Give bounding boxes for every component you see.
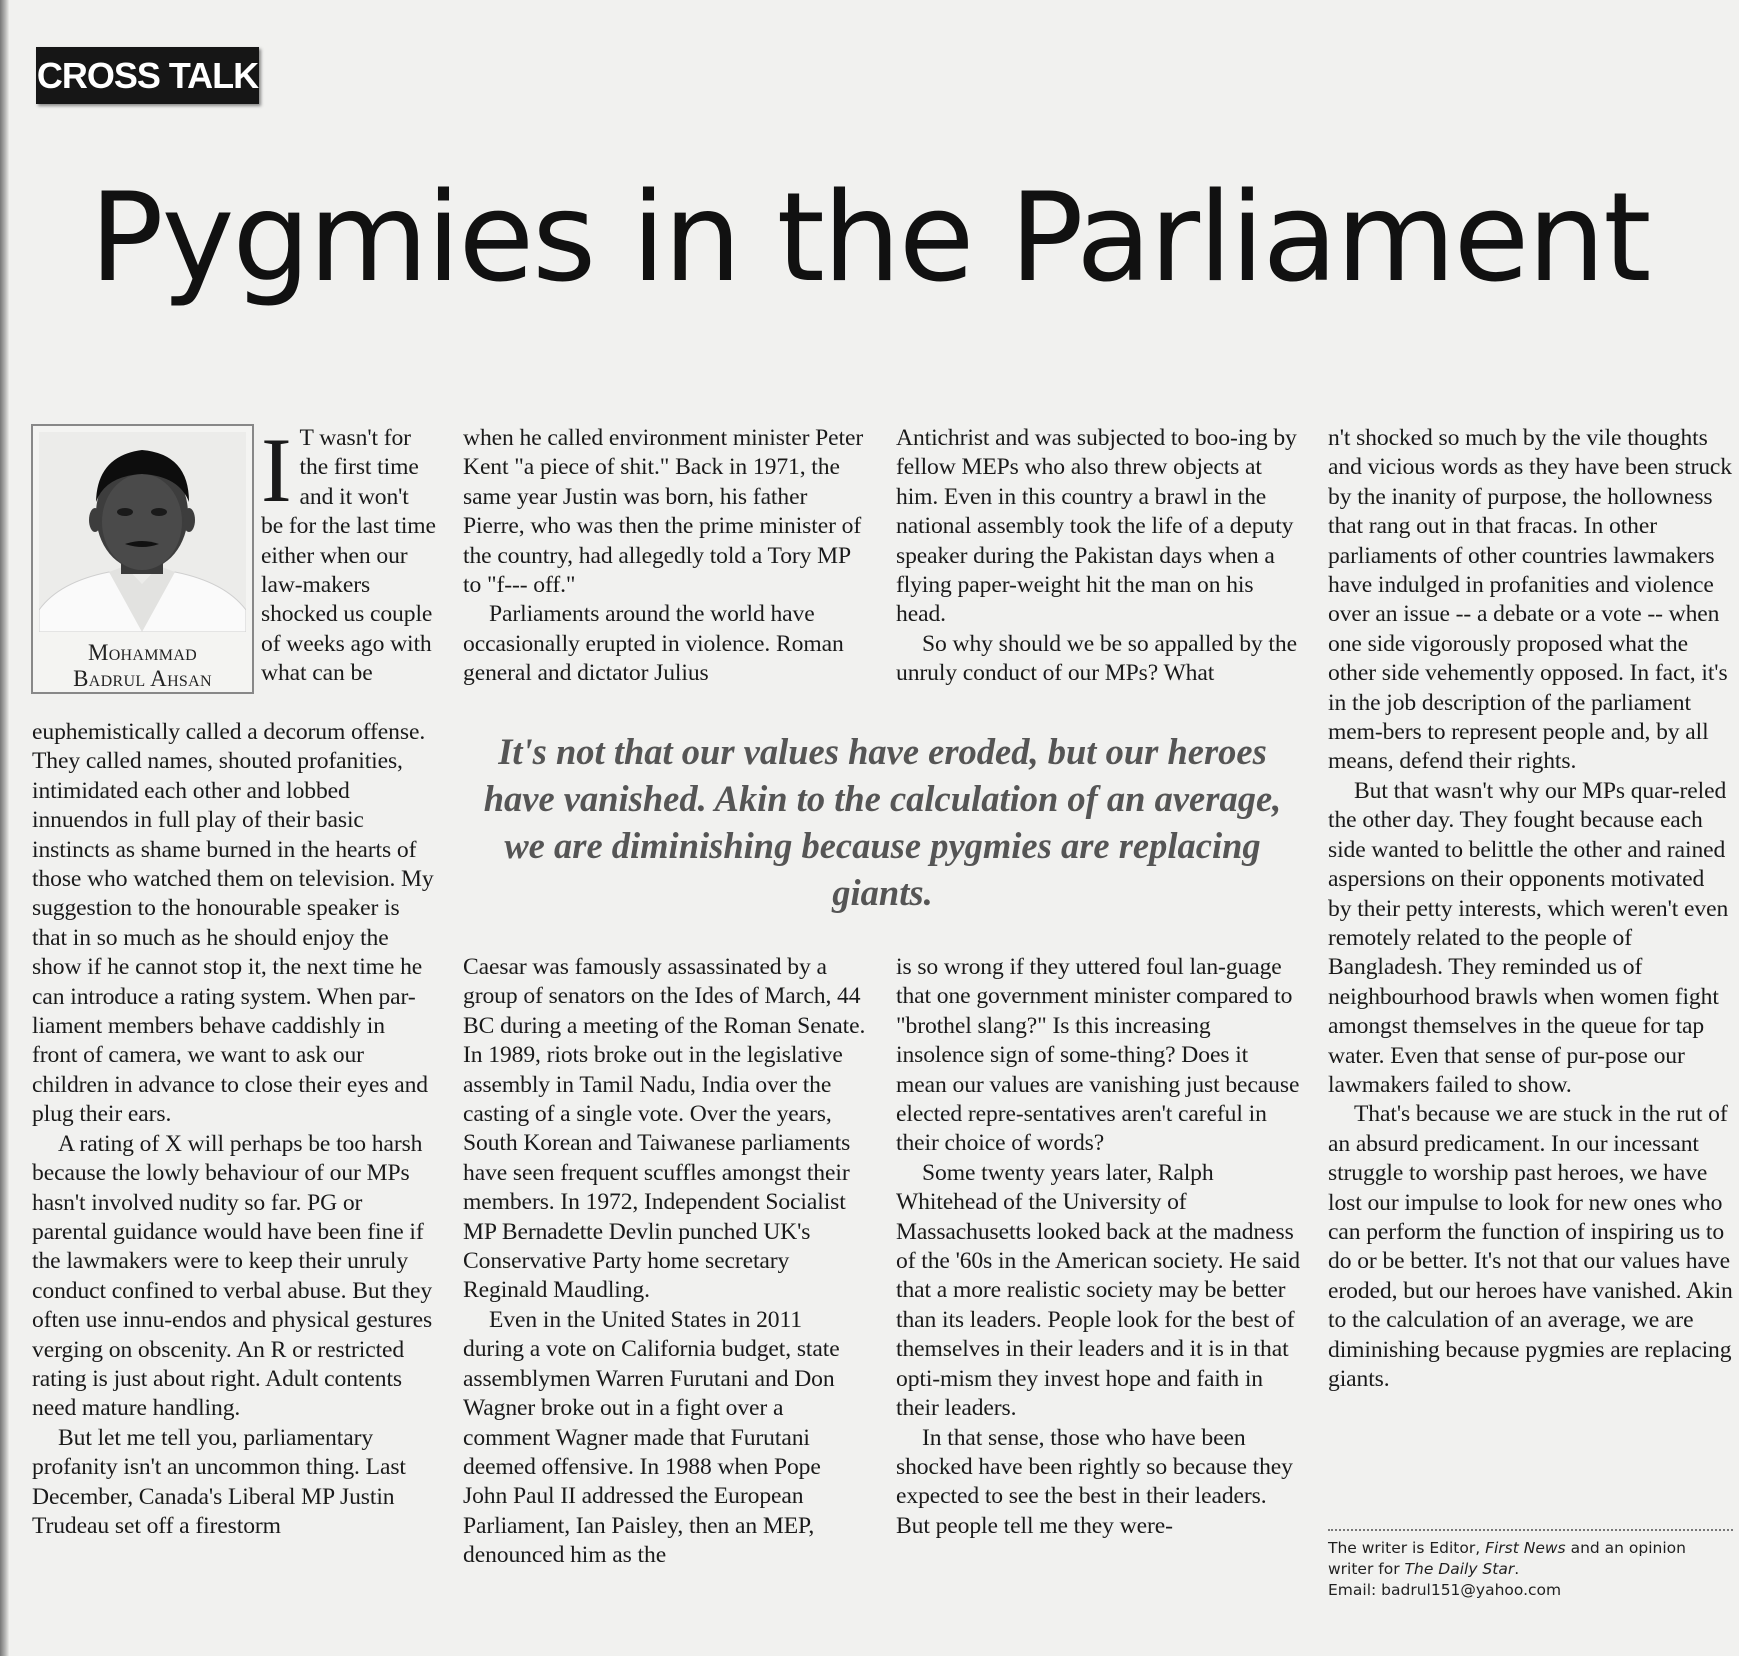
paragraph: So why should we be so appalled by the unruly conduct of our MPs? What xyxy=(896,630,1297,687)
author-footer xyxy=(1328,1538,1733,1601)
author-first-name: Mohammad xyxy=(87,640,198,665)
paragraph: In that sense, those who have been shocked have been rightly so because they expected to see the best in their leaders. But people tell me they were- xyxy=(896,1424,1293,1539)
paragraph: That's because we are stuck in the rut of an absurd predicament. In our incessant struggle to worship past heroes, we have lost our impulse to look for new ones who can perform the function of inspiring us to do or be better. It's not that our values have eroded, but our heroes have vanished. Akin to the calculation of an average, we are diminishing because pygmies are replacing giants. xyxy=(1328,1101,1733,1392)
author-portrait-image xyxy=(39,432,246,632)
drop-cap: I xyxy=(261,419,292,521)
paragraph: But that wasn't why our MPs quar-reled the other day. They fought because each side wanted to belittle the other and rained aspersions on their opponents motivated by their petty interests, which weren't even remotely related to the people of Bangladesh. They reminded us of neighbourhood brawls when women fight amongst themselves in the queue for tap water. Even that sense of pur-pose our lawmakers failed to show. xyxy=(1328,777,1729,1098)
paragraph: when he called environment minister Peter Kent "a piece of shit." Back in 1971, the same year Justin was born, his father Pierre, who was then the prime minister of the country, had allegedly told a Tory MP to "f--- off." xyxy=(463,425,864,599)
column-2-top xyxy=(463,424,868,689)
author-last-name: Badrul Ahsan xyxy=(73,666,212,691)
footer-line-1 xyxy=(1328,1538,1733,1559)
paragraph: T wasn't for the first time and it won't be for the last time either when our law-makers shocked us couple of weeks ago with what can be xyxy=(261,425,436,687)
footer-text: and an opinion xyxy=(1570,1539,1686,1557)
paragraph: Antichrist and was subjected to boo-ing by fellow MEPs who also threw objects at him. Even in this country a brawl in the national assembly took the life of a deputy speaker during the Pakistan days when a flying paper-weight hit the man on his head. xyxy=(896,425,1297,628)
paragraph: Even in the United States in 2011 during a vote on California budget, state assemblymen Warren Furutani and Don Wagner broke out in a fight over a comment Wagner made that Furutani deemed offensive. In 1988 when Pope John Paul II addressed the European Parliament, Ian Paisley, then an MEP, denounced him as the xyxy=(463,1306,840,1569)
author-photo-box xyxy=(31,424,254,694)
column-1-top xyxy=(261,419,436,689)
paragraph: euphemistically called a decorum offense. They called names, shouted profanities, intimidated each other and lobbed innuendos in full play of their basic instincts as shame burned in the hearts of those who watched them on television. My suggestion to the honourable speaker is that in so much as he should enjoy the show if he cannot stop it, the next time he can introduce a rating system. When par-liament members behave caddishly in front of camera, we want to ask our children in advance to close their eyes and plug their ears. xyxy=(32,719,434,1128)
paragraph: is so wrong if they uttered foul lan-guage that one government minister compared to "brothel slang?" Is this increasing insolence sign of some-thing? Does it mean our values are vanishing just because elected repre-sentatives aren't careful in their choice of words? xyxy=(896,954,1300,1157)
column-3-bottom xyxy=(896,953,1301,1541)
paragraph: Caesar was famously assassinated by a group of senators on the Ides of March, 44 BC during a meeting of the Roman Senate. In 1989, riots broke out in the legislative assembly in Tamil Nadu, India over the casting of a single vote. Over the years, South Korean and Taiwanese parliaments have seen frequent scuffles amongst their members. In 1972, Independent Socialist MP Bernadette Devlin punched UK's Conservative Party home secretary Reginald Maudling. xyxy=(463,954,866,1304)
footer-line-2 xyxy=(1328,1559,1733,1580)
footer-divider xyxy=(1328,1529,1733,1531)
paragraph: Parliaments around the world have occasionally erupted in violence. Roman general and dictator Julius xyxy=(463,601,844,687)
paragraph: Some twenty years later, Ralph Whitehead of the University of Massachusetts looked back at the madness of the '60s in the American society. He said that a more realistic society may be better than its leaders. People look for the best of themselves in their leaders and it is in that opti-mism they invest hope and faith in their leaders. xyxy=(896,1159,1300,1422)
section-kicker: CROSS TALK xyxy=(36,47,259,104)
headline: Pygmies in the Parliament xyxy=(89,167,1650,310)
author-photo xyxy=(39,432,246,632)
paragraph: But let me tell you, parliamentary profanity isn't an uncommon thing. Last December, Canada's Liberal MP Justin Trudeau set off a firestorm xyxy=(32,1424,406,1539)
column-3-top xyxy=(896,424,1301,689)
publication-name: The Daily Star xyxy=(1404,1560,1515,1578)
footer-text: writer for xyxy=(1328,1560,1400,1578)
paragraph: A rating of X will perhaps be too harsh because the lowly behaviour of our MPs hasn't involved nudity so far. PG or parental guidance would have been fine if the lawmakers were to keep their unruly conduct confined to verbal abuse. But they often use innu-endos and physical gestures verging on obscenity. An R or restricted rating is just about right. Adult contents need mature handling. xyxy=(32,1130,433,1422)
column-1-bottom xyxy=(32,718,436,1541)
publication-name: First News xyxy=(1485,1539,1566,1557)
author-email: Email: badrul151@yahoo.com xyxy=(1328,1581,1562,1599)
footer-text: The writer is Editor, xyxy=(1328,1539,1481,1557)
column-4 xyxy=(1328,424,1733,1394)
pull-quote: It's not that our values have eroded, but our heroes have vanished. Akin to the calculation of an average, we are diminishing because pygmies are replacing giants. xyxy=(483,731,1282,913)
column-2-bottom xyxy=(463,953,868,1571)
footer-text: . xyxy=(1514,1560,1520,1578)
author-byline xyxy=(33,640,252,692)
paragraph: n't shocked so much by the vile thoughts and vicious words as they have been struck by the inanity of purpose, the hollowness that rang out in that fracas. In other parliaments of other countries lawmakers have indulged in profanities and violence over an issue -- a debate or a vote -- when one side vigorously proposed what the other side vehemently opposed. In fact, it's in the job description of the parliament mem-bers to represent people and, by all means, defend their rights. xyxy=(1328,425,1732,775)
